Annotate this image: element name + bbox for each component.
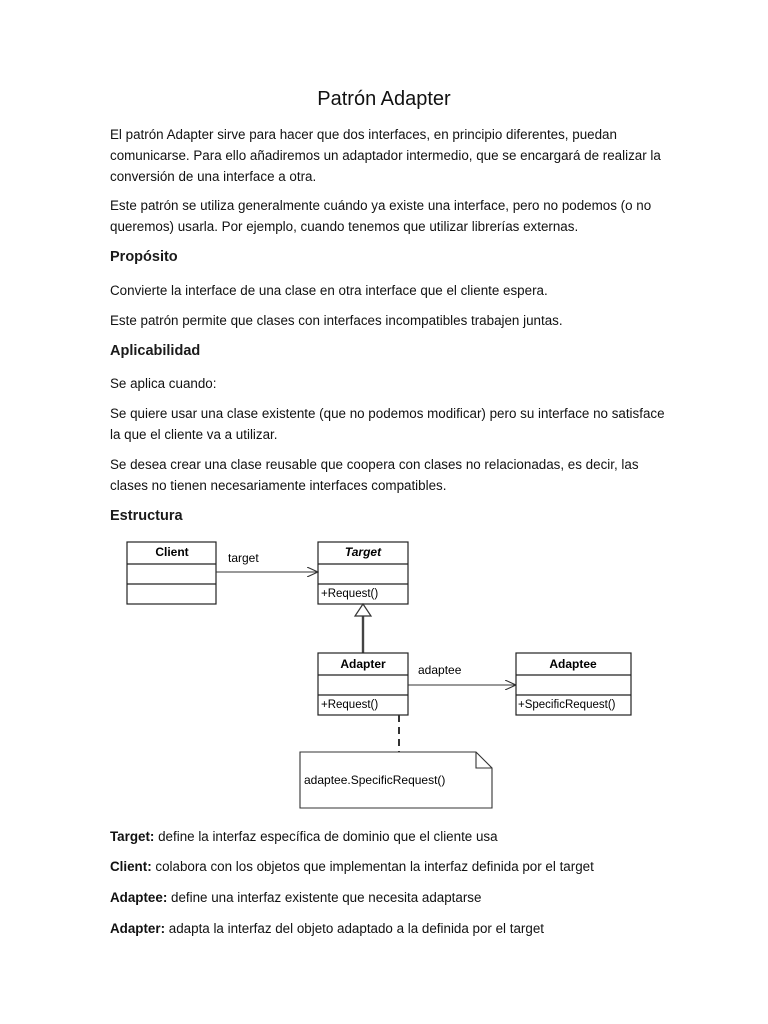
definition-client [110,856,670,877]
definition-target [110,826,670,847]
client-class-name: Client [155,545,189,559]
definition-text: colabora con los objetos que implementan la interfaz definida por el target [151,859,594,874]
client-class-box [127,542,216,604]
proposito-paragraph-1: Convierte la interface de una clase en otra interface que el cliente espera. [110,283,548,298]
note-text: adaptee.SpecificRequest() [304,773,446,787]
page-title: Patrón Adapter [317,88,451,110]
definition-adaptee [110,887,670,908]
intro-paragraph-2: Este patrón se utiliza generalmente cuándo ya existe una interface, pero no podemos (o no queremos) usarla. Por ejemplo, cuando tenemos que utilizar librerías externas. [110,198,652,234]
adaptee-method: +SpecificRequest() [518,699,616,711]
note-box [300,752,492,808]
adaptee-association-label: adaptee [418,663,462,677]
heading-estructura: Estructura [110,508,183,524]
definition-text: define la interfaz específica de dominio que el cliente usa [154,829,498,844]
aplicabilidad-paragraph-2: Se quiere usar una clase existente (que no podemos modificar) pero su interface no satisface la que el cliente va a utilizar. [110,406,665,442]
adapter-class-box [318,653,408,715]
target-association-label: target [228,551,259,565]
definition-term: Client: [110,859,152,874]
intro-paragraph-1: El patrón Adapter sirve para hacer que dos interfaces, en principio diferentes, puedan comunicarse. Para ello añadiremos un adaptador intermedio, que se encargará de realizar la conversión de una interface a otra. [110,127,661,184]
adaptee-class-name: Adaptee [549,657,597,671]
adapter-method: +Request() [321,699,379,711]
definition-text: adapta la interfaz del objeto adaptado a la definida por el target [165,921,544,936]
aplicabilidad-paragraph-1: Se aplica cuando: [110,376,217,391]
definition-term: Adapter: [110,921,166,936]
definition-text: define una interfaz existente que necesita adaptarse [167,890,482,905]
adaptee-class-box [516,653,631,715]
heading-aplicabilidad: Aplicabilidad [110,343,201,359]
definition-adapter [110,918,670,939]
adapter-class-name: Adapter [340,657,386,671]
aplicabilidad-paragraph-3: Se desea crear una clase reusable que coopera con clases no relacionadas, es decir, las clases no tienen necesariamente interfaces compatibles. [110,457,639,493]
uml-class-diagram [0,530,768,815]
heading-proposito: Propósito [110,249,178,265]
definition-term: Adaptee: [110,890,168,905]
target-method: +Request() [321,588,379,600]
target-class-box [318,542,408,604]
proposito-paragraph-2: Este patrón permite que clases con interfaces incompatibles trabajen juntas. [110,313,563,328]
definition-term: Target: [110,829,155,844]
generalization-arrow [355,604,371,653]
target-class-name: Target [344,545,382,559]
